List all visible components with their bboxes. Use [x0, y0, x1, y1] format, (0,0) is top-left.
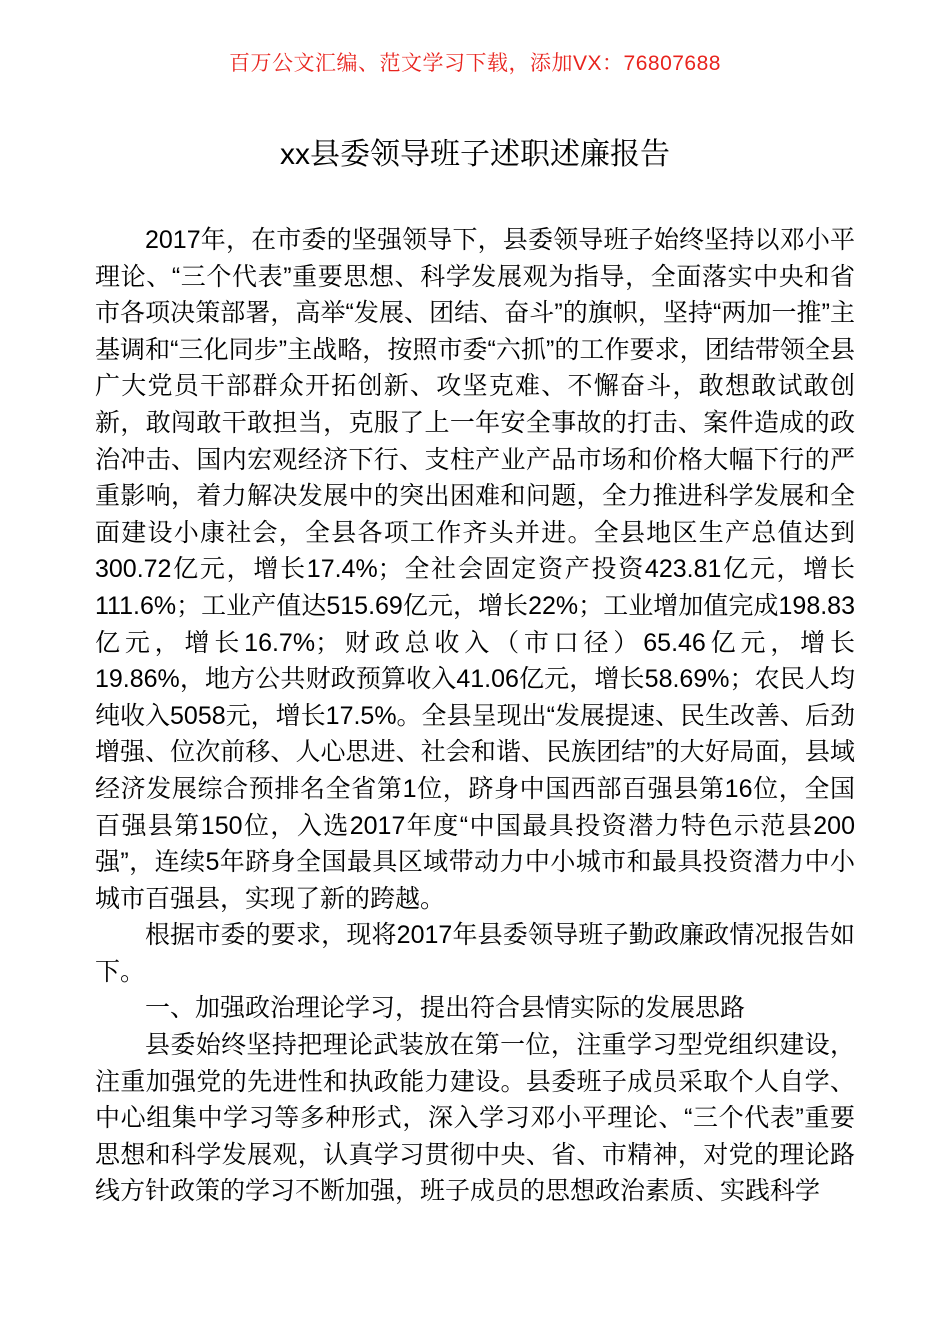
paragraph-section1-body: 县委始终坚持把理论武装放在第一位，注重学习型党组织建设，注重加强党的先进性和执政能力建设。县委班子成员采取个人自学、中心组集中学习等多种形式，深入学习邓小平理论、“三个代表”重要思想和科学发展观，认真学习贯彻中央、省、市精神，对党的理论路线方针政策的学习不断加强，班子成员的思想政治素质、实践科学	[95, 1031, 855, 1206]
watermark-notice: 百万公文汇编、范文学习下载，添加VX：76807688	[229, 52, 721, 75]
paragraph-intro: 2017年，在市委的坚强领导下，县委领导班子始终坚持以邓小平理论、“三个代表”重要思想、科学发展观为指导，全面落实中央和省市各项决策部署，高举“发展、团结、奋斗”的旗帜，坚持“两加一推”主基调和“三化同步”主战略，按照市委“六抓”的工作要求，团结带领全县广大党员干部群众开拓创新、攻坚克难、不懈奋斗，敢想敢试敢创新，敢闯敢干敢担当，克服了上一年安全事故的打击、案件造成的政治冲击、国内宏观经济下行、支柱产业产品市场和价格大幅下行的严重影响，着力解决发展中的突出困难和问题，全力推进科学发展和全面建设小康社会，全县各项工作齐头并进。全县地区生产总值达到300.72亿元，增长17.4%；全社会固定资产投资423.81亿元，增长111.6%；工业产值达515.69亿元，增长22%；工业增加值完成198.83亿元，增长16.7%；财政总收入（市口径）65.46亿元，增长19.86%，地方公共财政预算收入41.06亿元，增长58.69%；农民人均纯收入5058元，增长17.5%。全县呈现出“发展提速、民生改善、后劲增强、位次前移、人心思进、社会和谐、民族团结”的大好局面，县域经济发展综合预排名全省第1位，跻身中国西部百强县第16位，全国百强县第150位，入选2017年度“中国最具投资潜力特色示范县200强”，连续5年跻身全国最具区域带动力中小城市和最具投资潜力中小城市百强县，实现了新的跨越。	[95, 226, 855, 913]
paragraph-report-lead: 根据市委的要求，现将2017年县委领导班子勤政廉政情况报告如下。	[95, 921, 855, 986]
section-heading-1: 一、加强政治理论学习，提出符合县情实际的发展思路	[145, 994, 746, 1023]
document-body	[95, 222, 855, 1210]
document-title: xx县委领导班子述职述廉报告	[280, 138, 670, 171]
